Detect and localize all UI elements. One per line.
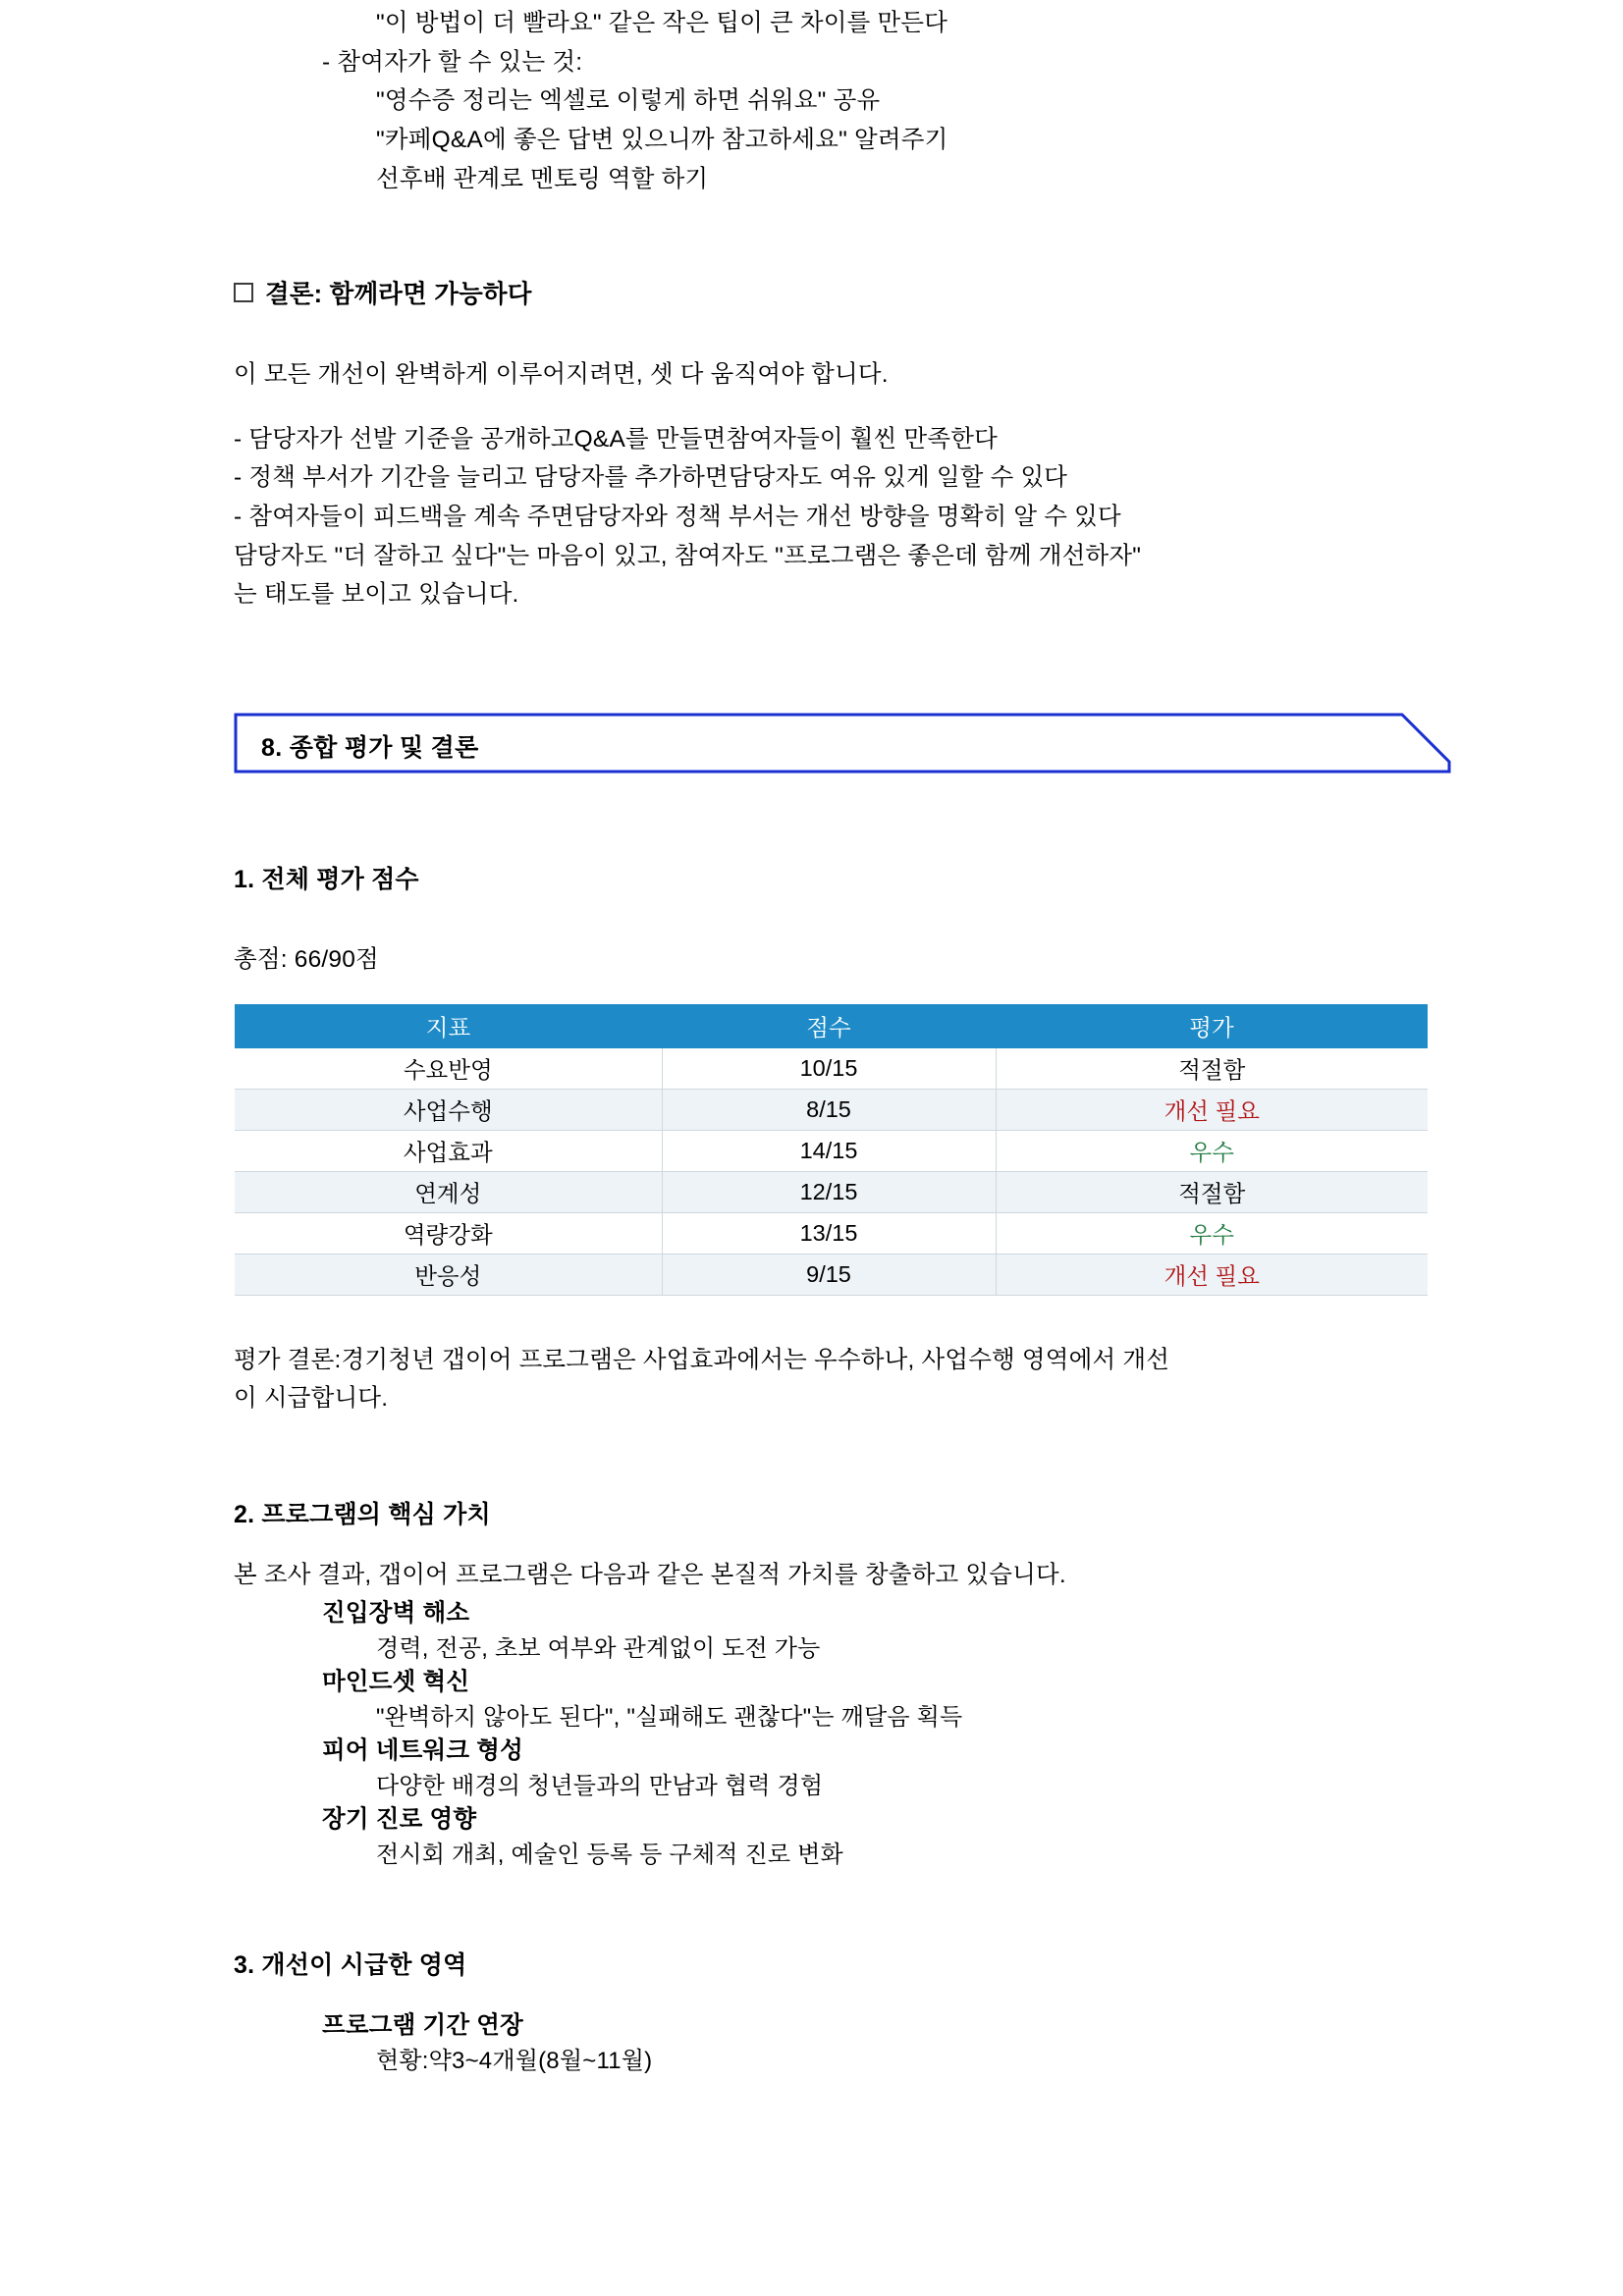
conclusion-bullet: - 담당자가 선발 기준을 공개하고Q&A를 만들면참여자들이 훨씬 만족한다 xyxy=(234,425,999,453)
cell-metric: 수요반영 xyxy=(235,1048,662,1090)
checkbox-icon xyxy=(234,283,253,302)
conclusion-heading-label: 결론: 함께라면 가능하다 xyxy=(265,281,532,309)
cell-score: 9/15 xyxy=(662,1255,996,1296)
cell-score: 8/15 xyxy=(662,1090,996,1131)
table-row xyxy=(235,1131,1428,1172)
core-value-title: 마인드셋 혁신 xyxy=(322,1668,470,1695)
table-header-score: 점수 xyxy=(662,1004,996,1048)
core-value-detail: 경력, 전공, 초보 여부와 관계없이 도전 가능 xyxy=(376,1634,821,1662)
table-header-metric: 지표 xyxy=(235,1004,662,1048)
core-value-title: 진입장벽 해소 xyxy=(322,1599,470,1627)
section-banner xyxy=(234,713,1389,774)
urgent-areas-heading: 3. 개선이 시급한 영역 xyxy=(234,1950,467,1979)
note-line: "이 방법이 더 빨라요" 같은 작은 팁이 큰 차이를 만든다 xyxy=(376,10,948,36)
table-header-row xyxy=(235,1004,1428,1048)
cell-metric: 연계성 xyxy=(235,1172,662,1213)
note-line: "영수증 정리는 엑셀로 이렇게 하면 쉬워요" 공유 xyxy=(376,87,881,115)
table-header-evaluation: 평가 xyxy=(996,1004,1428,1048)
core-value-title: 장기 진로 영향 xyxy=(322,1805,477,1833)
table-row xyxy=(235,1048,1428,1090)
table-row xyxy=(235,1255,1428,1296)
table-row xyxy=(235,1090,1428,1131)
core-value-title: 피어 네트워크 형성 xyxy=(322,1736,523,1764)
core-values-heading: 2. 프로그램의 핵심 가치 xyxy=(234,1500,491,1528)
conclusion-bullet: - 정책 부서가 기간을 늘리고 담당자를 추가하면담당자도 여유 있게 일할 수 있다 xyxy=(234,464,1068,492)
evaluation-conclusion: 평가 결론:경기청년 갭이어 프로그램은 사업효과에서는 우수하나, 사업수행 영역에서 개선 xyxy=(234,1347,1170,1374)
core-value-detail: "완벽하지 않아도 된다", "실패해도 괜찮다"는 깨달음 획득 xyxy=(376,1703,963,1731)
cell-evaluation: 우수 xyxy=(996,1131,1428,1172)
urgent-area-title: 프로그램 기간 연장 xyxy=(322,2011,523,2039)
score-table xyxy=(235,1004,1428,1296)
table-row xyxy=(235,1213,1428,1255)
note-line: "카페Q&A에 좋은 답변 있으니까 참고하세요" 알려주기 xyxy=(376,127,948,154)
note-line: - 참여자가 할 수 있는 것: xyxy=(322,48,583,76)
core-values-intro: 본 조사 결과, 갭이어 프로그램은 다음과 같은 본질적 가치를 창출하고 있습니다. xyxy=(234,1561,1066,1588)
table-row xyxy=(235,1172,1428,1213)
top-notes-block xyxy=(234,0,1389,198)
note-line: 선후배 관계로 멘토링 역할 하기 xyxy=(376,165,709,192)
cell-score: 14/15 xyxy=(662,1131,996,1172)
cell-evaluation: 우수 xyxy=(996,1213,1428,1255)
urgent-area-detail: 현황:약3~4개월(8월~11월) xyxy=(376,2047,653,2074)
cell-evaluation: 개선 필요 xyxy=(996,1255,1428,1296)
cell-score: 10/15 xyxy=(662,1048,996,1090)
core-value-detail: 전시회 개최, 예술인 등록 등 구체적 진로 변화 xyxy=(376,1841,843,1868)
cell-evaluation: 적절함 xyxy=(996,1172,1428,1213)
conclusion-closing: 담당자도 "더 잘하고 싶다"는 마음이 있고, 참여자도 "프로그램은 좋은데 함께 개선하자" xyxy=(234,542,1142,569)
cell-metric: 사업효과 xyxy=(235,1131,662,1172)
cell-metric: 역량강화 xyxy=(235,1213,662,1255)
section-banner-label: 8. 종합 평가 및 결론 xyxy=(261,734,479,763)
cell-evaluation: 개선 필요 xyxy=(996,1090,1428,1131)
core-value-detail: 다양한 배경의 청년들과의 만남과 협력 경험 xyxy=(376,1772,824,1799)
total-score-label: 총점: 66/90점 xyxy=(234,946,379,974)
evaluation-conclusion: 이 시급합니다. xyxy=(234,1385,389,1413)
cell-score: 12/15 xyxy=(662,1172,996,1213)
cell-evaluation: 적절함 xyxy=(996,1048,1428,1090)
cell-metric: 사업수행 xyxy=(235,1090,662,1131)
cell-score: 13/15 xyxy=(662,1213,996,1255)
overall-score-heading: 1. 전체 평가 점수 xyxy=(234,866,419,894)
cell-metric: 반응성 xyxy=(235,1255,662,1296)
conclusion-closing: 는 태도를 보이고 있습니다. xyxy=(234,581,519,609)
conclusion-heading xyxy=(234,275,1389,310)
conclusion-paragraph: 이 모든 개선이 완벽하게 이루어지려면, 셋 다 움직여야 합니다. xyxy=(234,361,889,389)
conclusion-bullet: - 참여자들이 피드백을 계속 주면담당자와 정책 부서는 개선 방향을 명확히 알 수 있다 xyxy=(234,504,1121,530)
